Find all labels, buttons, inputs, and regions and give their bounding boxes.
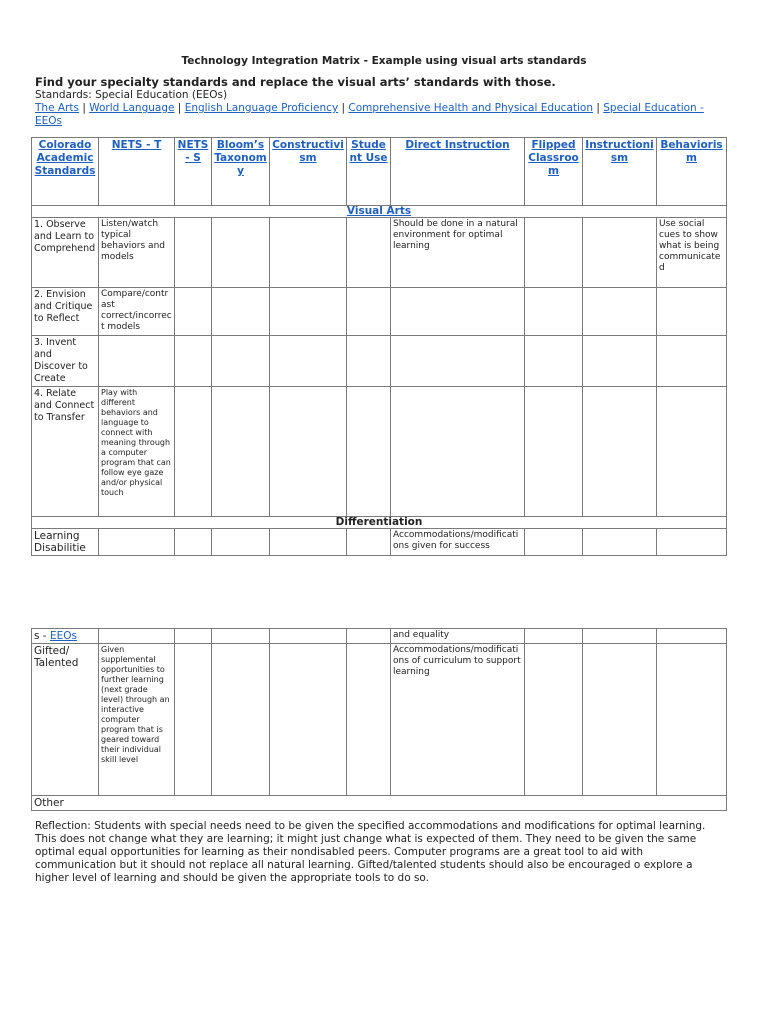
header-row — [32, 138, 727, 206]
link-special-education-eeos[interactable]: Special Education - EEOs — [35, 102, 704, 127]
link-separator: | — [341, 102, 346, 114]
col-header-behaviorism[interactable]: Behaviorism — [657, 138, 727, 206]
table-row — [32, 288, 727, 336]
table-row — [32, 529, 727, 556]
col-header-student-use[interactable]: Student Use — [347, 138, 391, 206]
nets-t-cell: Play with different behaviors and language to connect with meaning through a computer program that can follow eye gaze and/or physical touch — [99, 387, 175, 517]
label-prefix: s - — [34, 630, 50, 642]
col-header-direct-instruction[interactable]: Direct Instruction — [391, 138, 525, 206]
table-row — [32, 336, 727, 387]
link-health-physical-education[interactable]: Comprehensive Health and Physical Education — [348, 102, 594, 114]
nets-t-cell: Listen/watch typical behaviors and models — [99, 218, 175, 288]
table-row — [32, 387, 727, 517]
col-header-colorado-standards[interactable]: Colorado Academic Standards — [32, 138, 99, 206]
instruction-text: Find your specialty standards and replace the visual arts’ standards with those. — [35, 75, 556, 89]
col-header-blooms-taxonomy[interactable]: Bloom’s Taxonomy — [212, 138, 270, 206]
nets-t-cell: Compare/contrast correct/incorrect models — [99, 288, 175, 336]
table-row — [32, 218, 727, 288]
col-header-nets-t[interactable]: NETS - T — [99, 138, 175, 206]
table-row — [32, 644, 727, 796]
link-separator: | — [596, 102, 600, 114]
direct-instruction-cell: and equality — [391, 629, 525, 644]
link-separator: | — [177, 102, 182, 114]
learning-disabilities-label-continued — [32, 629, 99, 644]
gifted-talented-label: Gifted/ Talented — [32, 644, 99, 796]
nets-t-cell: Given supplemental opportunities to further learning (next grade level) through an interactive computer program that is geared toward their individual skill level — [99, 644, 175, 796]
standards-label: Standards: Special Education (EEOs) — [35, 89, 228, 101]
col-header-flipped-classroom[interactable]: Flipped Classroom — [525, 138, 583, 206]
col-header-instructionism[interactable]: Instructionism — [583, 138, 657, 206]
link-world-language[interactable]: World Language — [89, 102, 175, 114]
section-row-differentiation — [32, 517, 727, 529]
standard-cell: 4. Relate and Connect to Transfer — [32, 387, 99, 517]
reflection-paragraph: Reflection: Students with special needs need to be given the specified accommodations and modifications for optimal learning. This does not change what they are learning; it might just change what is expected of them. They need to be given the same optimal equal opportunities for learning as their nondisabled peers. Computer programs are a great tool to aid with communication but it should not replace all natural learning. Gifted/talented students should also be encouraged o explore a higher level of learning and should be given the appropriate tools to do so. — [35, 820, 706, 884]
behaviorism-cell: Use social cues to show what is being communicated — [657, 218, 727, 288]
integration-matrix-table-continued — [31, 628, 727, 811]
col-header-nets-s[interactable]: NETS - S — [175, 138, 212, 206]
standard-cell: 2. Envision and Critique to Reflect — [32, 288, 99, 336]
link-english-language-proficiency[interactable]: English Language Proficiency — [184, 102, 339, 114]
standard-cell: 1. Observe and Learn to Comprehend — [32, 218, 99, 288]
section-row-visual-arts — [32, 206, 727, 218]
table-row — [32, 629, 727, 644]
learning-disabilities-label: Learning Disabilitie — [32, 529, 99, 556]
table-row — [32, 796, 727, 811]
other-label: Other — [32, 796, 727, 811]
standard-cell: 3. Invent and Discover to Create — [32, 336, 99, 387]
section-title-differentiation: Differentiation — [32, 517, 727, 529]
link-separator: | — [82, 102, 86, 114]
page-title: Technology Integration Matrix - Example using visual arts standards — [181, 55, 587, 67]
link-the-arts[interactable]: The Arts — [35, 102, 79, 114]
section-title-visual-arts[interactable]: Visual Arts — [346, 205, 412, 217]
integration-matrix-table — [31, 137, 727, 556]
direct-instruction-cell: Accommodations/modifications given for success — [391, 529, 525, 556]
col-header-constructivism[interactable]: Constructivism — [270, 138, 347, 206]
standards-links — [35, 102, 725, 128]
direct-instruction-cell: Should be done in a natural environment for optimal learning — [391, 218, 525, 288]
link-eeos[interactable]: EEOs — [49, 630, 77, 642]
direct-instruction-cell: Accommodations/modifications of curriculum to support learning — [391, 644, 525, 796]
